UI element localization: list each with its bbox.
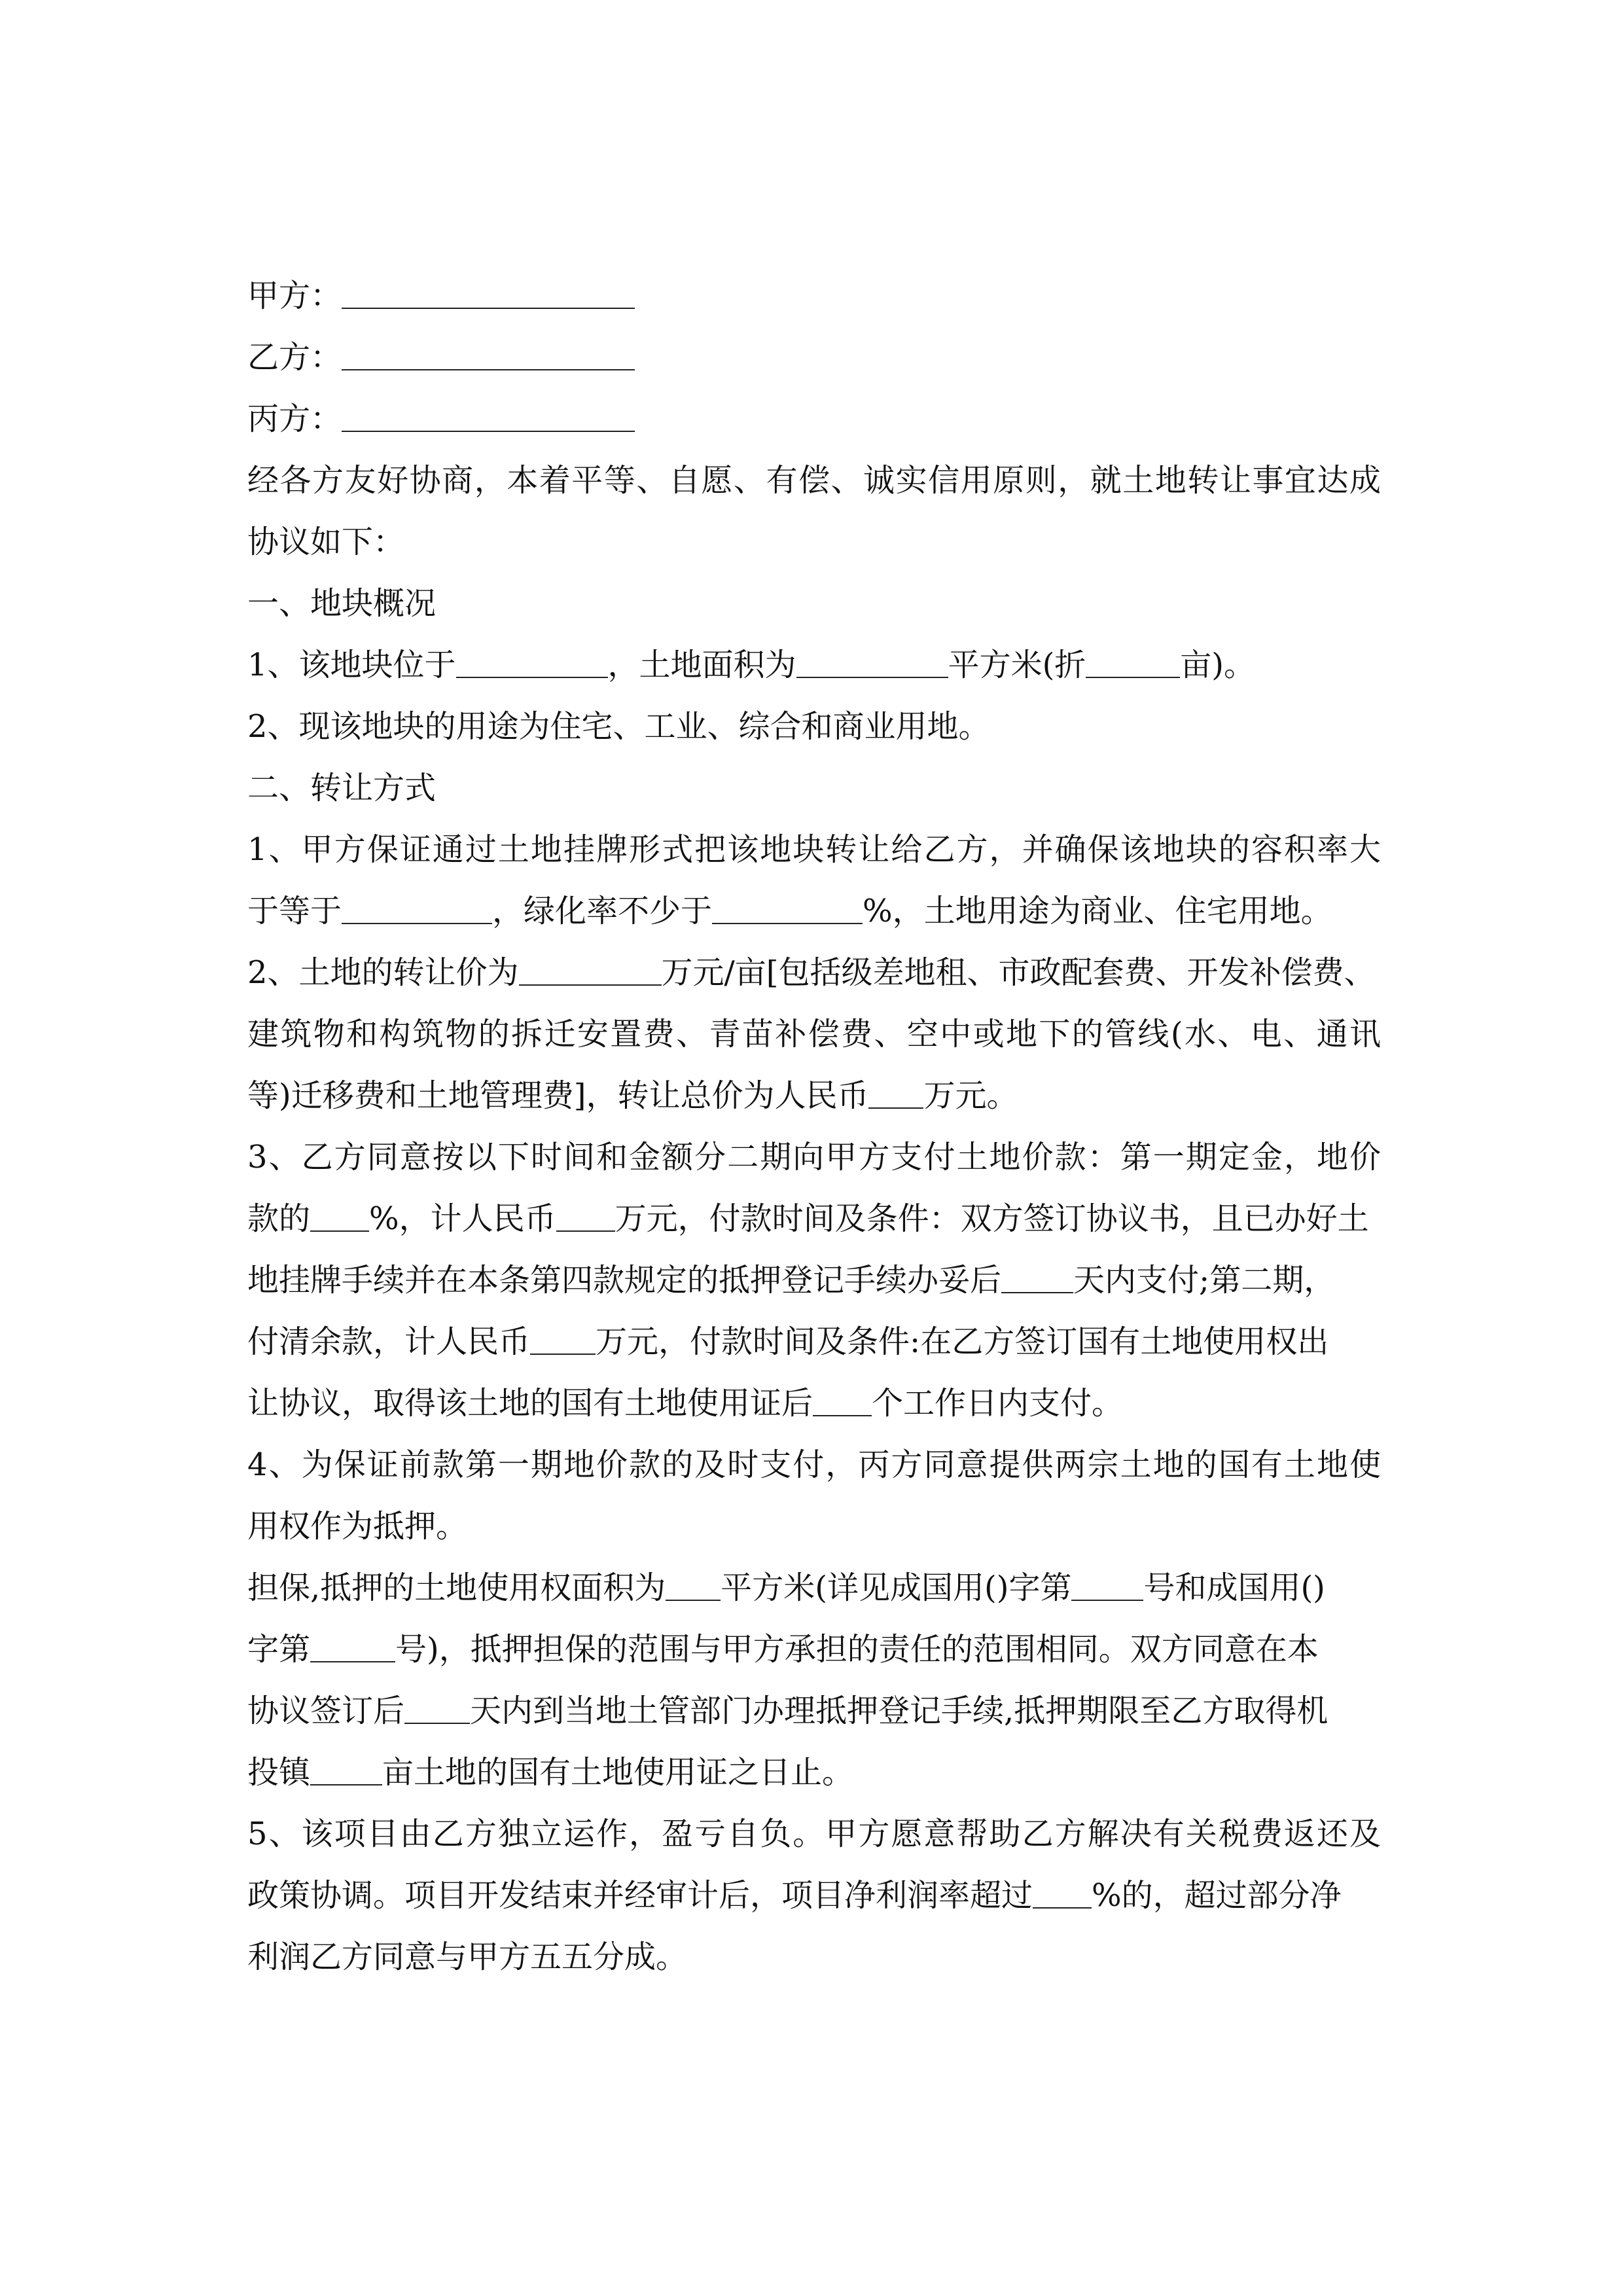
text-segment: 天内支付;第二期， xyxy=(1073,1262,1336,1299)
text-segment: 投镇 xyxy=(247,1754,311,1791)
section-2-item-4-line-1: 4、为保证前款第一期地价款的及时支付，丙方同意提供两宗土地的国有土地使 xyxy=(247,1446,1381,1483)
section-1-heading: 一、地块概况 xyxy=(247,585,437,622)
section-1-item-2: 2、现该地块的用途为住宅、工业、综合和商业用地。 xyxy=(247,708,990,745)
text-segment: 号)，抵押担保的范围与甲方承担的责任的范围相同。双方同意在本 xyxy=(395,1631,1319,1668)
text-segment: 亩土地的国有土地使用证之日止。 xyxy=(382,1754,854,1791)
section-2-item-2-line-2: 建筑物和构筑物的拆迁安置费、青苗补偿费、空中或地下的管线(水、电、通讯 xyxy=(247,1016,1381,1052)
price-per-mu-blank xyxy=(519,956,662,986)
party-b-line xyxy=(247,338,635,377)
section-2-item-3-line-3 xyxy=(247,1261,1335,1300)
text-segment: 天内到当地土管部门办理抵押登记手续,抵押期限至乙方取得机 xyxy=(470,1693,1329,1729)
mortgage-area-blank xyxy=(666,1571,721,1601)
text-segment: 1、该地块位于 xyxy=(247,647,456,683)
section-2-item-4-line-5 xyxy=(247,1691,1328,1731)
text-segment: 协议签订后 xyxy=(247,1693,405,1729)
section-2-item-3-line-2 xyxy=(247,1199,1369,1238)
text-segment: 万元。 xyxy=(923,1077,1018,1114)
deposit-amount-blank xyxy=(556,1202,615,1232)
intro-line-2: 协议如下： xyxy=(247,524,405,560)
section-2-item-4-line-3 xyxy=(247,1568,1325,1607)
workdays-blank xyxy=(813,1386,872,1416)
green-rate-blank xyxy=(712,894,863,924)
section-2-item-2-line-3 xyxy=(247,1076,1018,1115)
text-segment: ，绿化率不少于 xyxy=(492,893,713,929)
section-2-item-4-line-4 xyxy=(247,1630,1319,1669)
party-c-line xyxy=(247,399,635,439)
party-b-blank xyxy=(342,340,635,370)
section-2-item-3-line-4 xyxy=(247,1322,1329,1361)
registration-days-blank xyxy=(404,1694,470,1724)
text-segment: %的，超过部分净 xyxy=(1092,1877,1342,1914)
section-2-item-1-line-2 xyxy=(247,891,1332,931)
cert-number-blank-1 xyxy=(1071,1571,1143,1601)
section-2-item-5-line-2 xyxy=(247,1876,1342,1915)
days-blank xyxy=(1001,1263,1073,1293)
section-2-item-4-line-6 xyxy=(247,1753,853,1792)
section-1-item-1 xyxy=(247,645,1255,685)
text-segment: 政策协调。项目开发结束并经审计后，项目净利润率超过 xyxy=(247,1877,1033,1914)
text-segment: 平方米(详见成国用()字第 xyxy=(721,1570,1072,1606)
plot-ratio-blank xyxy=(342,894,492,924)
text-segment: 万元，付款时间及条件:在乙方签订国有土地使用权出 xyxy=(596,1323,1329,1360)
section-2-item-4-line-2: 用权作为抵押。 xyxy=(247,1508,468,1545)
text-segment: %，土地用途为商业、住宅用地。 xyxy=(863,893,1332,929)
party-a-label: 甲方： xyxy=(247,278,342,314)
text-segment: 款的 xyxy=(247,1200,311,1237)
deposit-percent-blank xyxy=(310,1202,369,1232)
text-segment: %，计人民币 xyxy=(369,1200,556,1237)
party-c-label: 丙方： xyxy=(247,401,342,437)
text-segment: 万元，付款时间及条件：双方签订协议书，且已办好土 xyxy=(615,1200,1369,1237)
text-segment: ，土地面积为 xyxy=(607,647,796,683)
text-segment: 等)迁移费和土地管理费]，转让总价为人民币 xyxy=(247,1077,869,1114)
section-2-item-1-line-1: 1、甲方保证通过土地挂牌形式把该地块转让给乙方，并确保该地块的容积率大 xyxy=(247,831,1381,868)
party-a-line xyxy=(247,276,635,315)
text-segment: 平方米(折 xyxy=(948,647,1086,683)
section-2-item-3-line-5 xyxy=(247,1384,1123,1423)
text-segment: 个工作日内支付。 xyxy=(872,1385,1124,1422)
section-2-heading: 二、转让方式 xyxy=(247,770,437,806)
text-segment: 于等于 xyxy=(247,893,342,929)
text-segment: 地挂牌手续并在本条第四款规定的抵押登记手续办妥后 xyxy=(247,1262,1002,1299)
section-2-item-5-line-1: 5、该项目由乙方独立运作，盈亏自负。甲方愿意帮助乙方解决有关税费返还及 xyxy=(247,1816,1381,1852)
town-mu-blank xyxy=(310,1755,382,1785)
party-b-label: 乙方： xyxy=(247,339,342,376)
party-c-blank xyxy=(342,402,635,432)
text-segment: 让协议，取得该土地的国有土地使用证后 xyxy=(247,1385,813,1422)
cert-number-blank-2 xyxy=(310,1632,395,1662)
party-a-blank xyxy=(342,279,635,309)
text-segment: 亩)。 xyxy=(1180,647,1256,683)
mu-blank xyxy=(1086,648,1180,678)
text-segment: 担保,抵押的土地使用权面积为 xyxy=(247,1570,666,1606)
balance-amount-blank xyxy=(530,1325,596,1355)
text-segment: 字第 xyxy=(247,1631,311,1668)
text-segment: 付清余款，计人民币 xyxy=(247,1323,531,1360)
area-blank xyxy=(796,648,948,678)
total-price-blank xyxy=(868,1079,923,1109)
text-segment: 号和成国用() xyxy=(1143,1570,1325,1606)
section-2-item-2-line-1 xyxy=(247,953,1375,992)
profit-rate-blank xyxy=(1033,1878,1092,1909)
section-2-item-5-line-3: 利润乙方同意与甲方五五分成。 xyxy=(247,1939,688,1975)
intro-line-1: 经各方友好协商，本着平等、自愿、有偿、诚实信用原则，就土地转让事宜达成 xyxy=(247,462,1381,499)
location-blank xyxy=(456,648,608,678)
text-segment: 2、土地的转让价为 xyxy=(247,954,519,991)
section-2-item-3-line-1: 3、乙方同意按以下时间和金额分二期向甲方支付土地价款：第一期定金，地价 xyxy=(247,1139,1381,1175)
text-segment: 万元/亩[包括级差地租、市政配套费、开发补偿费、 xyxy=(661,954,1376,991)
